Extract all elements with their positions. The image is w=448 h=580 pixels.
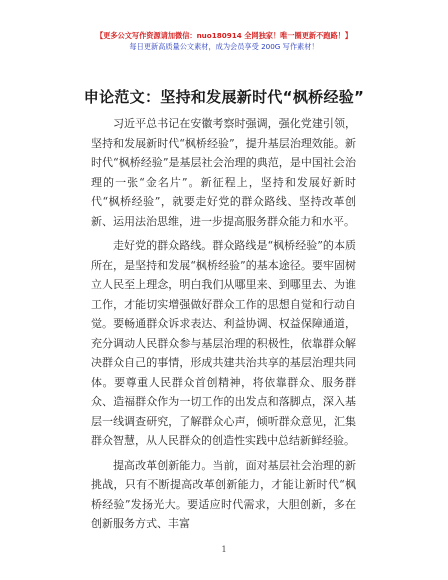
paragraph-intro: 习近平总书记在安徽考察时强调，强化党建引领，坚持和发展新时代“枫桥经验”，提升基层治理效能。新时代“枫桥经验”是基层社会治理的典范，是中国社会治理的一张“金名片”。新征程上，坚持和发展好新时代“枫桥经验”，就要走好党的群众路线、坚持改革创新、运用法治思维，进一步提高服务群众能力和水平。 <box>91 117 356 228</box>
promo-banner-line-2: 每日更新高质量公文素材，成为会员享受 200G 写作素材！ <box>129 42 319 51</box>
page-number: 1 <box>221 545 227 554</box>
paragraph-reform-innovation: 提高改革创新能力。当前，面对基层社会治理的新挑战，只有不断提高改革创新能力，才能让新时代“枫桥经验”发扬光大。要适应时代需求，大胆创新，多在创新服务方式、丰富 <box>91 458 356 530</box>
promo-banner <box>0 30 448 52</box>
paragraph-mass-line: 走好党的群众路线。群众路线是“枫桥经验”的本质所在，是坚持和发展“枫桥经验”的基本途径。要牢固树立人民至上理念，明白我们从哪里来、到哪里去、为谁工作，才能切实增强做好群众工作的思想自觉和行动自觉。要畅通群众诉求表达、利益协调、权益保障通道，充分调动人民群众参与基层治理的积极性，依靠群众解决群众自己的事情，形成共建共治共享的基层治理共同体。要尊重人民群众首创精神，将依靠群众、服务群众、造福群众作为一切工作的出发点和落脚点，深入基层一线调查研究，了解群众心声，倾听群众意见，汇集群众智慧，从人民群众的创造性实践中总结新鲜经验。 <box>91 239 356 447</box>
document-body <box>91 114 356 539</box>
promo-banner-line-1: 【更多公文写作资源请加微信：nuo180914 全网独家！唯一圈更新不跑路！】 <box>95 31 353 40</box>
document-title: 申论范文：坚持和发展新时代“枫桥经验” <box>83 88 365 106</box>
